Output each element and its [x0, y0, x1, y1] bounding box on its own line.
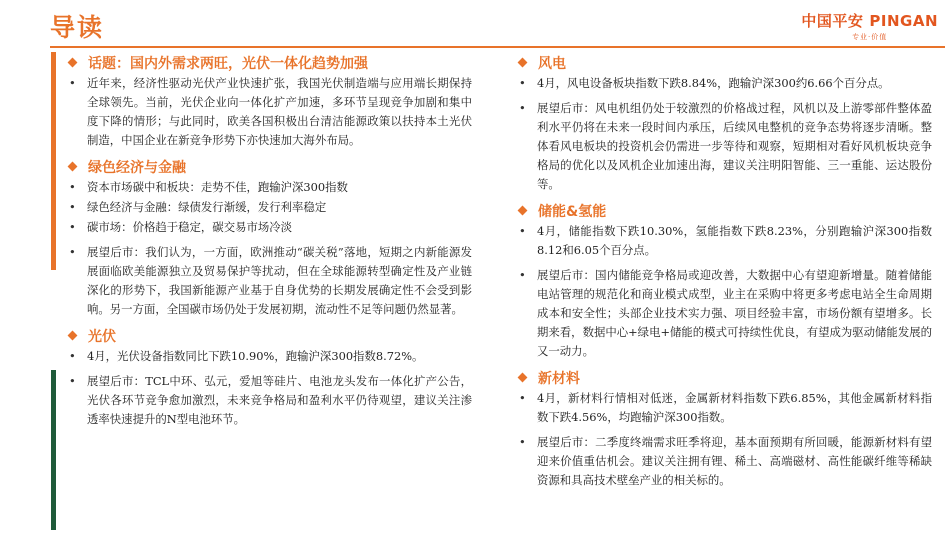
sidebar-accent-orange	[51, 52, 56, 270]
section-heading-text: 光伏	[88, 328, 116, 345]
list-item: • 绿色经济与金融：绿债发行渐缓，发行利率稳定	[67, 198, 472, 217]
section-storage-hydrogen	[517, 200, 932, 361]
diamond-bullet-icon	[68, 331, 78, 341]
pingan-logo	[801, 10, 938, 42]
section-heading	[517, 200, 932, 221]
logo-en: PINGAN	[869, 12, 938, 30]
section-heading	[67, 52, 472, 73]
list-item: • 近年来，经济性驱动光伏产业快速扩张，我国光伏制造端与应用端长期保持全球领先。当前，光伏企业向一体化扩产加速，多环节呈现竞争加剧和集中度下降的情形；与此同时，欧美各国积极出台清洁能源政策以扶持本土光伏制造，中国企业在新竞争形势下亦快速加大海外布局。	[67, 74, 472, 150]
list-item: • 4月，光伏设备指数同比下跌10.90%，跑输沪深300指数8.72%。	[67, 347, 472, 366]
page-title: 导读	[50, 13, 105, 42]
list-item: • 展望后市：TCL中环、弘元，爱旭等硅片、电池龙头发布一体化扩产公告，光伏各环节竞争愈加激烈，未来竞争格局和盈利水平仍待观望，建议关注渗透率快速提升的N型电池环节。	[67, 372, 472, 429]
section-heading-text: 风电	[538, 55, 566, 72]
sidebar-accent-green	[51, 370, 56, 530]
section-heading-text: 绿色经济与金融	[88, 159, 186, 176]
list-item: • 4月，风电设备板块指数下跌8.84%，跑输沪深300约6.66个百分点。	[517, 74, 932, 93]
section-heading-text: 储能&氢能	[538, 203, 607, 220]
section-heading-text: 话题：国内外需求两旺，光伏一体化趋势加强	[88, 55, 368, 72]
section-new-materials	[517, 367, 932, 490]
logo-cn: 中国平安	[801, 12, 864, 30]
list-item: • 碳市场：价格趋于稳定，碳交易市场冷淡	[67, 218, 472, 237]
diamond-bullet-icon	[518, 373, 528, 383]
section-pv-topic	[67, 52, 472, 150]
section-heading-text: 新材料	[538, 370, 580, 387]
section-photovoltaic	[67, 325, 472, 429]
section-heading	[517, 52, 932, 73]
left-column	[67, 52, 472, 435]
logo-slogan: 专业·价值	[852, 33, 888, 41]
diamond-bullet-icon	[518, 206, 528, 216]
list-item: • 展望后市：风电机组仍处于较激烈的价格战过程，风机以及上游零部件整体盈利水平仍将在未来一段时间内承压，后续风电整机的竞争态势将逐步清晰。整体看风电板块的投资机会仍需进一步等待和观察，短期相对看好风机板块竞争格局的优化以及风机企业加速出海，建议关注明阳智能、三一重能、运达股份等。	[517, 99, 932, 194]
section-wind-power	[517, 52, 932, 194]
list-item: • 展望后市：国内储能竞争格局或迎改善，大数据中心有望迎新增量。随着储能电站管理的规范化和商业模式成型，业主在采购中将更多考虑电站全生命周期成本和安全性；头部企业技术实力强、项目经验丰富，市场份额有望增多。长期来看，数据中心+绿电+储能的模式可持续性优良，有望成为驱动储能发展的又一动力。	[517, 266, 932, 361]
list-item: • 展望后市：我们认为，一方面，欧洲推动“碳关税”落地，短期之内新能源发展面临欧美能源独立及贸易保护等扰动，但在全球能源转型确定性及产业链深化的形势下，我国新能源产业基于自身优势的长期发展确定性不会受到影响。另一方面，全国碳市场仍处于发展初期，流动性不足等问题仍然显著。	[67, 243, 472, 319]
list-item: • 4月，储能指数下跌10.30%，氢能指数下跌8.23%，分别跑输沪深300指数8.12和6.05个百分点。	[517, 222, 932, 260]
list-item: • 4月，新材料行情相对低迷，金属新材料指数下跌6.85%，其他金属新材料指数下跌4.56%，均跑输沪深300指数。	[517, 389, 932, 427]
list-item: • 资本市场碳中和板块：走势不佳，跑输沪深300指数	[67, 178, 472, 197]
diamond-bullet-icon	[68, 58, 78, 68]
list-item: • 展望后市：二季度终端需求旺季将迎，基本面预期有所回暖，能源新材料有望迎来价值重估机会。建议关注拥有锂、稀土、高端磁材、高性能碳纤维等稀缺资源和具高技术壁垒产业的相关标的。	[517, 433, 932, 490]
logo-wordmark	[801, 10, 938, 31]
title-divider	[50, 46, 945, 48]
section-heading	[67, 325, 472, 346]
section-heading	[517, 367, 932, 388]
section-green-finance	[67, 156, 472, 319]
diamond-bullet-icon	[518, 58, 528, 68]
diamond-bullet-icon	[68, 162, 78, 172]
right-column	[517, 52, 932, 496]
section-heading	[67, 156, 472, 177]
